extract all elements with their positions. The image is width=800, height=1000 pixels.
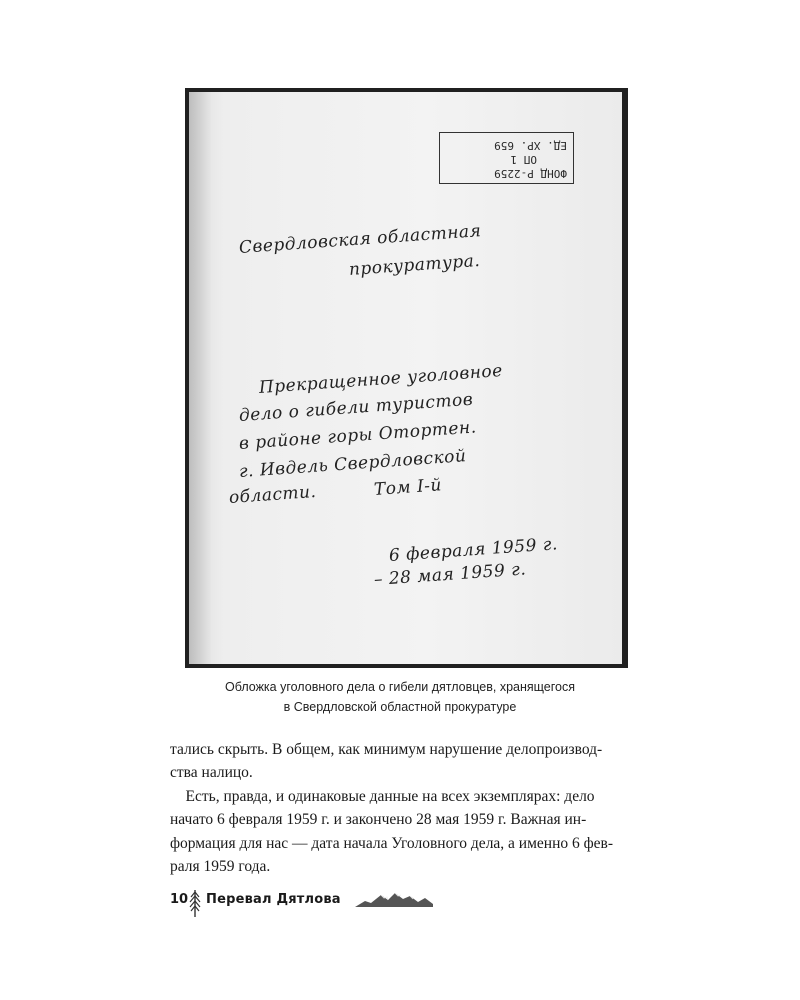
page-number: 10 xyxy=(170,892,189,907)
page-footer xyxy=(170,888,450,914)
stamp-line: ЕД. ХР. 659 xyxy=(494,139,567,152)
body-paragraphs xyxy=(170,738,632,878)
handwritten-line: прокуратура. xyxy=(348,250,481,280)
archive-stamp xyxy=(439,132,574,184)
handwritten-line: – 28 мая 1959 г. xyxy=(373,559,527,590)
handwritten-line: 6 февраля 1959 г. xyxy=(388,534,559,566)
mountains-icon xyxy=(355,890,433,908)
archive-photo xyxy=(185,88,628,668)
running-title: Перевал Дятлова xyxy=(206,892,341,907)
figure-caption-line: Обложка уголовного дела о гибели дятловцев, хранящегося xyxy=(225,680,575,694)
handwritten-line: Том I-й xyxy=(373,475,443,500)
stamp-line: ФОНД Р-2259 xyxy=(494,167,567,180)
handwritten-line: дело о гибели туристов xyxy=(238,389,474,426)
handwritten-line: г. Ивдель Свердловской xyxy=(238,446,468,482)
text-line: раля 1959 года. xyxy=(170,857,271,875)
handwritten-line: области. xyxy=(228,481,318,508)
pine-tree-icon xyxy=(188,888,202,918)
text-line: Есть, правда, и одинаковые данные на всех экземплярах: дело xyxy=(170,787,595,805)
case-file-cover xyxy=(189,92,622,664)
handwritten-line: в районе горы Отортен. xyxy=(238,417,478,454)
text-line: тались скрыть. В общем, как минимум нарушение делопроизвод- xyxy=(170,741,603,758)
stamp-line: ОП 1 xyxy=(510,153,537,166)
text-line: начато 6 февраля 1959 г. и закончено 28 мая 1959 г. Важная ин- xyxy=(170,811,587,829)
handwritten-line: Прекращенное уголовное xyxy=(258,360,504,398)
text-line: формация для нас — дата начала Уголовного дела, а именно 6 фев- xyxy=(170,834,614,852)
handwritten-line: Свердловская областная xyxy=(238,221,482,258)
text-line: ства налицо. xyxy=(170,764,253,782)
figure-caption-line: в Свердловской областной прокуратуре xyxy=(283,700,517,714)
